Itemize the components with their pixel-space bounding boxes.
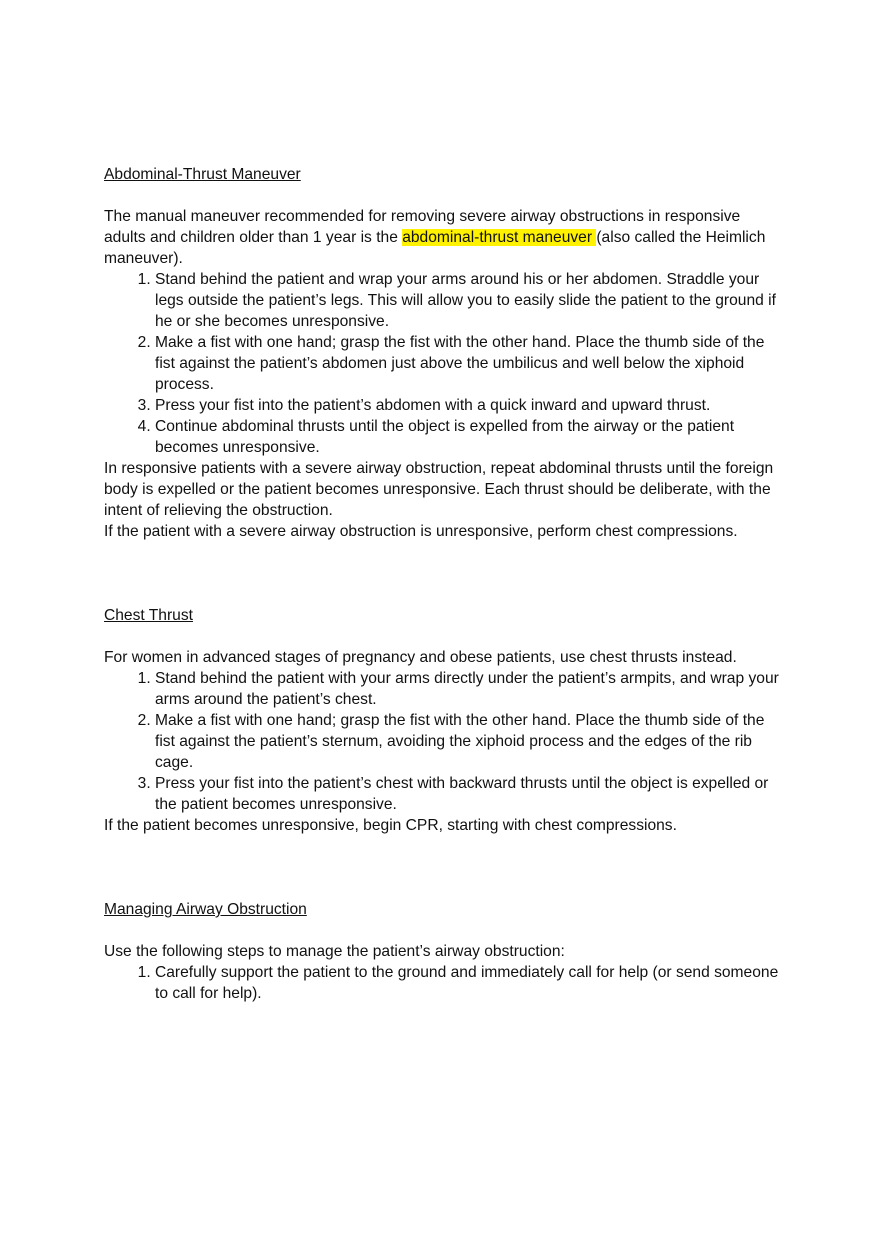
steps-list-managing-airway: [104, 962, 784, 1004]
list-item: 4. Continue abdominal thrusts until the object is expelled from the airway or the patient becomes unresponsive.: [155, 416, 784, 458]
paragraph: If the patient with a severe airway obstruction is unresponsive, perform chest compressions.: [104, 523, 738, 540]
intro-text-before: The manual maneuver recommended for removing severe airway obstructions in responsive adults and children older than 1 year is the: [104, 208, 741, 246]
intro-text-after: (also called the Heimlich maneuver).: [104, 229, 766, 267]
list-item: 3. Press your fist into the patient’s chest with backward thrusts until the object is expelled or the patient becomes unresponsive.: [155, 773, 784, 815]
steps-list-chest-thrust: [104, 668, 784, 815]
section-intro-abdominal-thrust: [104, 206, 784, 269]
list-item: 2. Make a fist with one hand; grasp the fist with the other hand. Place the thumb side of the fist against the patient’s sternum, avoiding the xiphoid process and the edges of the rib cage.: [155, 710, 784, 773]
section-heading-managing-airway: Managing Airway Obstruction: [104, 901, 307, 918]
paragraph: In responsive patients with a severe airway obstruction, repeat abdominal thrusts until the foreign body is expelled or the patient becomes unresponsive. Each thrust should be deliberate, with the intent of relieving the obstruction.: [104, 460, 774, 519]
document-body: [104, 164, 784, 1004]
paragraph: If the patient becomes unresponsive, begin CPR, starting with chest compressions.: [104, 817, 677, 834]
steps-list-abdominal-thrust: [104, 269, 784, 458]
section-intro-managing-airway: Use the following steps to manage the patient’s airway obstruction:: [104, 943, 565, 960]
list-item: 1. Stand behind the patient with your arms directly under the patient’s armpits, and wrap your arms around the patient’s chest.: [155, 668, 784, 710]
list-item: 1. Stand behind the patient and wrap your arms around his or her abdomen. Straddle your legs outside the patient’s legs. This will allow you to easily slide the patient to the ground if he or she becomes unresponsive.: [155, 269, 784, 332]
highlighted-term: abdominal-thrust maneuver: [402, 229, 597, 246]
list-item: 2. Make a fist with one hand; grasp the fist with the other hand. Place the thumb side of the fist against the patient’s abdomen just above the umbilicus and well below the xiphoid process.: [155, 332, 784, 395]
section-heading-abdominal-thrust: Abdominal-Thrust Maneuver: [104, 166, 301, 183]
section-heading-chest-thrust: Chest Thrust: [104, 607, 193, 624]
list-item: 3. Press your fist into the patient’s abdomen with a quick inward and upward thrust.: [155, 395, 784, 416]
section-intro-chest-thrust: For women in advanced stages of pregnancy and obese patients, use chest thrusts instead.: [104, 649, 737, 666]
list-item: 1. Carefully support the patient to the ground and immediately call for help (or send someone to call for help).: [155, 962, 784, 1004]
